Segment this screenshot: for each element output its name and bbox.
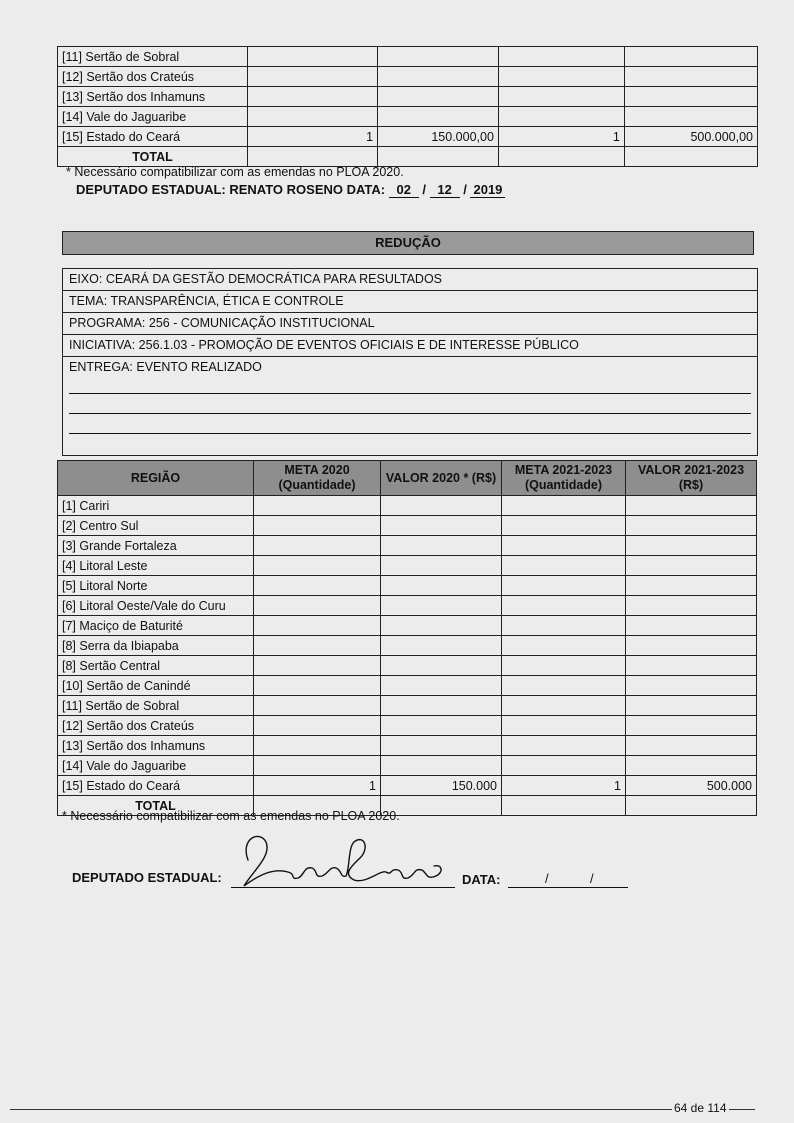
value-cell: 1 <box>502 776 626 796</box>
value-cell <box>502 496 626 516</box>
value-cell <box>626 616 757 636</box>
region-cell: TOTAL <box>58 147 248 167</box>
value-cell <box>502 656 626 676</box>
table-row <box>58 596 757 616</box>
value-cell <box>254 596 381 616</box>
value-cell <box>498 87 624 107</box>
region-cell: [6] Litoral Oeste/Vale do Curu <box>58 596 254 616</box>
date-slash: / <box>545 871 549 886</box>
value-cell <box>502 576 626 596</box>
top-region-table <box>57 46 758 167</box>
main-table-body <box>58 496 757 816</box>
date-year: 2019 <box>470 182 505 198</box>
table-row <box>58 676 757 696</box>
date-blank-line <box>508 887 628 888</box>
value-cell <box>626 756 757 776</box>
note-compatibilizar-2: * Necessário compatibilizar com as emendas no PLOA 2020. <box>62 809 400 823</box>
table-row <box>58 756 757 776</box>
value-cell <box>498 147 624 167</box>
value-cell: 150.000 <box>381 776 502 796</box>
value-cell <box>626 636 757 656</box>
table-row <box>58 67 758 87</box>
value-cell <box>254 536 381 556</box>
value-cell <box>254 636 381 656</box>
value-cell <box>381 636 502 656</box>
region-cell: [1] Cariri <box>58 496 254 516</box>
table-row <box>58 496 757 516</box>
value-cell <box>381 516 502 536</box>
region-cell: [8] Sertão Central <box>58 656 254 676</box>
date-sep-1: / <box>422 182 426 197</box>
table-row <box>58 696 757 716</box>
deputado-date-line <box>76 182 505 198</box>
value-cell <box>247 67 377 87</box>
table-row <box>58 516 757 536</box>
value-cell <box>381 536 502 556</box>
footer-rule <box>10 1109 755 1110</box>
date-slash: / <box>590 871 594 886</box>
value-cell <box>381 556 502 576</box>
value-cell <box>626 696 757 716</box>
region-cell: [13] Sertão dos Inhamuns <box>58 736 254 756</box>
date-month: 12 <box>430 182 460 198</box>
reducao-header: REDUÇÃO <box>62 231 754 255</box>
table-row <box>58 536 757 556</box>
value-cell <box>626 576 757 596</box>
value-cell <box>381 736 502 756</box>
value-cell <box>247 147 377 167</box>
value-cell: 1 <box>498 127 624 147</box>
date-day: 02 <box>389 182 419 198</box>
table-row <box>58 576 757 596</box>
value-cell <box>502 616 626 636</box>
region-cell: [8] Serra da Ibiapaba <box>58 636 254 656</box>
value-cell <box>626 556 757 576</box>
blank-entry-line <box>69 433 751 434</box>
value-cell <box>254 616 381 636</box>
table-row <box>58 736 757 756</box>
value-cell <box>626 536 757 556</box>
value-cell <box>624 107 757 127</box>
value-cell <box>502 516 626 536</box>
region-cell: [12] Sertão dos Crateús <box>58 67 248 87</box>
value-cell <box>378 67 499 87</box>
value-cell <box>624 87 757 107</box>
value-cell <box>498 107 624 127</box>
region-cell: TOTAL <box>58 796 254 816</box>
deputado-label-2: DEPUTADO ESTADUAL: <box>72 870 222 885</box>
page-number: 64 de 114 <box>674 1101 727 1115</box>
region-cell: [12] Sertão dos Crateús <box>58 716 254 736</box>
header-meta-2021-2023: META 2021-2023 (Quantidade) <box>502 461 626 496</box>
value-cell <box>247 107 377 127</box>
entrega-line: ENTREGA: EVENTO REALIZADO <box>69 360 262 374</box>
value-cell: 500.000 <box>626 776 757 796</box>
deputado-label: DEPUTADO ESTADUAL: RENATO ROSENO DATA: <box>76 182 386 197</box>
note-compatibilizar: * Necessário compatibilizar com as emendas no PLOA 2020. <box>66 165 404 179</box>
value-cell <box>626 516 757 536</box>
table-row <box>58 47 758 67</box>
data-label-2: DATA: <box>462 872 501 887</box>
region-cell: [7] Maciço de Baturité <box>58 616 254 636</box>
value-cell <box>502 556 626 576</box>
value-cell <box>626 716 757 736</box>
value-cell <box>626 796 757 816</box>
value-cell <box>502 536 626 556</box>
value-cell <box>378 107 499 127</box>
value-cell <box>381 496 502 516</box>
region-cell: [5] Litoral Norte <box>58 576 254 596</box>
value-cell <box>626 496 757 516</box>
top-table-body <box>58 47 758 167</box>
table-row <box>58 716 757 736</box>
region-cell: [15] Estado do Ceará <box>58 776 254 796</box>
value-cell <box>378 47 499 67</box>
tema-line: TEMA: TRANSPARÊNCIA, ÉTICA E CONTROLE <box>63 291 757 313</box>
table-row <box>58 87 758 107</box>
value-cell <box>381 616 502 636</box>
value-cell <box>378 147 499 167</box>
header-regiao: REGIÃO <box>58 461 254 496</box>
table-row <box>58 776 757 796</box>
region-cell: [15] Estado do Ceará <box>58 127 248 147</box>
value-cell <box>626 656 757 676</box>
value-cell <box>381 696 502 716</box>
header-valor-2020: VALOR 2020 * (R$) <box>381 461 502 496</box>
value-cell <box>502 716 626 736</box>
region-cell: [14] Vale do Jaguaribe <box>58 107 248 127</box>
value-cell <box>381 656 502 676</box>
value-cell <box>247 47 377 67</box>
table-row <box>58 107 758 127</box>
header-meta-2020: META 2020 (Quantidade) <box>254 461 381 496</box>
value-cell <box>381 676 502 696</box>
value-cell <box>247 87 377 107</box>
value-cell <box>498 47 624 67</box>
value-cell <box>624 147 757 167</box>
table-header-row <box>58 461 757 496</box>
blank-entry-line <box>69 393 751 394</box>
region-cell: [3] Grande Fortaleza <box>58 536 254 556</box>
value-cell: 1 <box>254 776 381 796</box>
value-cell <box>254 556 381 576</box>
region-cell: [13] Sertão dos Inhamuns <box>58 87 248 107</box>
value-cell: 150.000,00 <box>378 127 499 147</box>
value-cell <box>502 676 626 696</box>
table-row <box>58 656 757 676</box>
value-cell <box>254 496 381 516</box>
value-cell <box>254 696 381 716</box>
main-region-table <box>57 460 757 816</box>
value-cell <box>624 67 757 87</box>
value-cell <box>254 756 381 776</box>
value-cell <box>254 576 381 596</box>
iniciativa-line: INICIATIVA: 256.1.03 - PROMOÇÃO DE EVENTOS OFICIAIS E DE INTERESSE PÚBLICO <box>63 335 757 357</box>
value-cell <box>502 636 626 656</box>
value-cell <box>502 736 626 756</box>
value-cell <box>378 87 499 107</box>
value-cell: 500.000,00 <box>624 127 757 147</box>
programa-line: PROGRAMA: 256 - COMUNICAÇÃO INSTITUCIONAL <box>63 313 757 335</box>
value-cell <box>254 516 381 536</box>
signature-image <box>230 828 460 890</box>
value-cell <box>502 596 626 616</box>
info-box <box>62 268 758 456</box>
value-cell <box>502 756 626 776</box>
value-cell: 1 <box>247 127 377 147</box>
value-cell <box>502 796 626 816</box>
blank-entry-line <box>69 413 751 414</box>
eixo-line: EIXO: CEARÁ DA GESTÃO DEMOCRÁTICA PARA RESULTADOS <box>63 269 757 291</box>
value-cell <box>502 696 626 716</box>
table-row <box>58 556 757 576</box>
date-sep-2: / <box>463 182 467 197</box>
table-row <box>58 616 757 636</box>
table-row <box>58 127 758 147</box>
value-cell <box>254 656 381 676</box>
region-cell: [11] Sertão de Sobral <box>58 696 254 716</box>
value-cell <box>381 756 502 776</box>
value-cell <box>498 67 624 87</box>
header-valor-2021-2023: VALOR 2021-2023 (R$) <box>626 461 757 496</box>
value-cell <box>381 716 502 736</box>
region-cell: [14] Vale do Jaguaribe <box>58 756 254 776</box>
value-cell <box>254 676 381 696</box>
region-cell: [10] Sertão de Canindé <box>58 676 254 696</box>
value-cell <box>626 676 757 696</box>
value-cell <box>381 596 502 616</box>
value-cell <box>624 47 757 67</box>
region-cell: [2] Centro Sul <box>58 516 254 536</box>
region-cell: [11] Sertão de Sobral <box>58 47 248 67</box>
value-cell <box>626 596 757 616</box>
table-row <box>58 636 757 656</box>
value-cell <box>626 736 757 756</box>
value-cell <box>254 736 381 756</box>
value-cell <box>381 576 502 596</box>
total-row <box>58 147 758 167</box>
region-cell: [4] Litoral Leste <box>58 556 254 576</box>
value-cell <box>254 716 381 736</box>
